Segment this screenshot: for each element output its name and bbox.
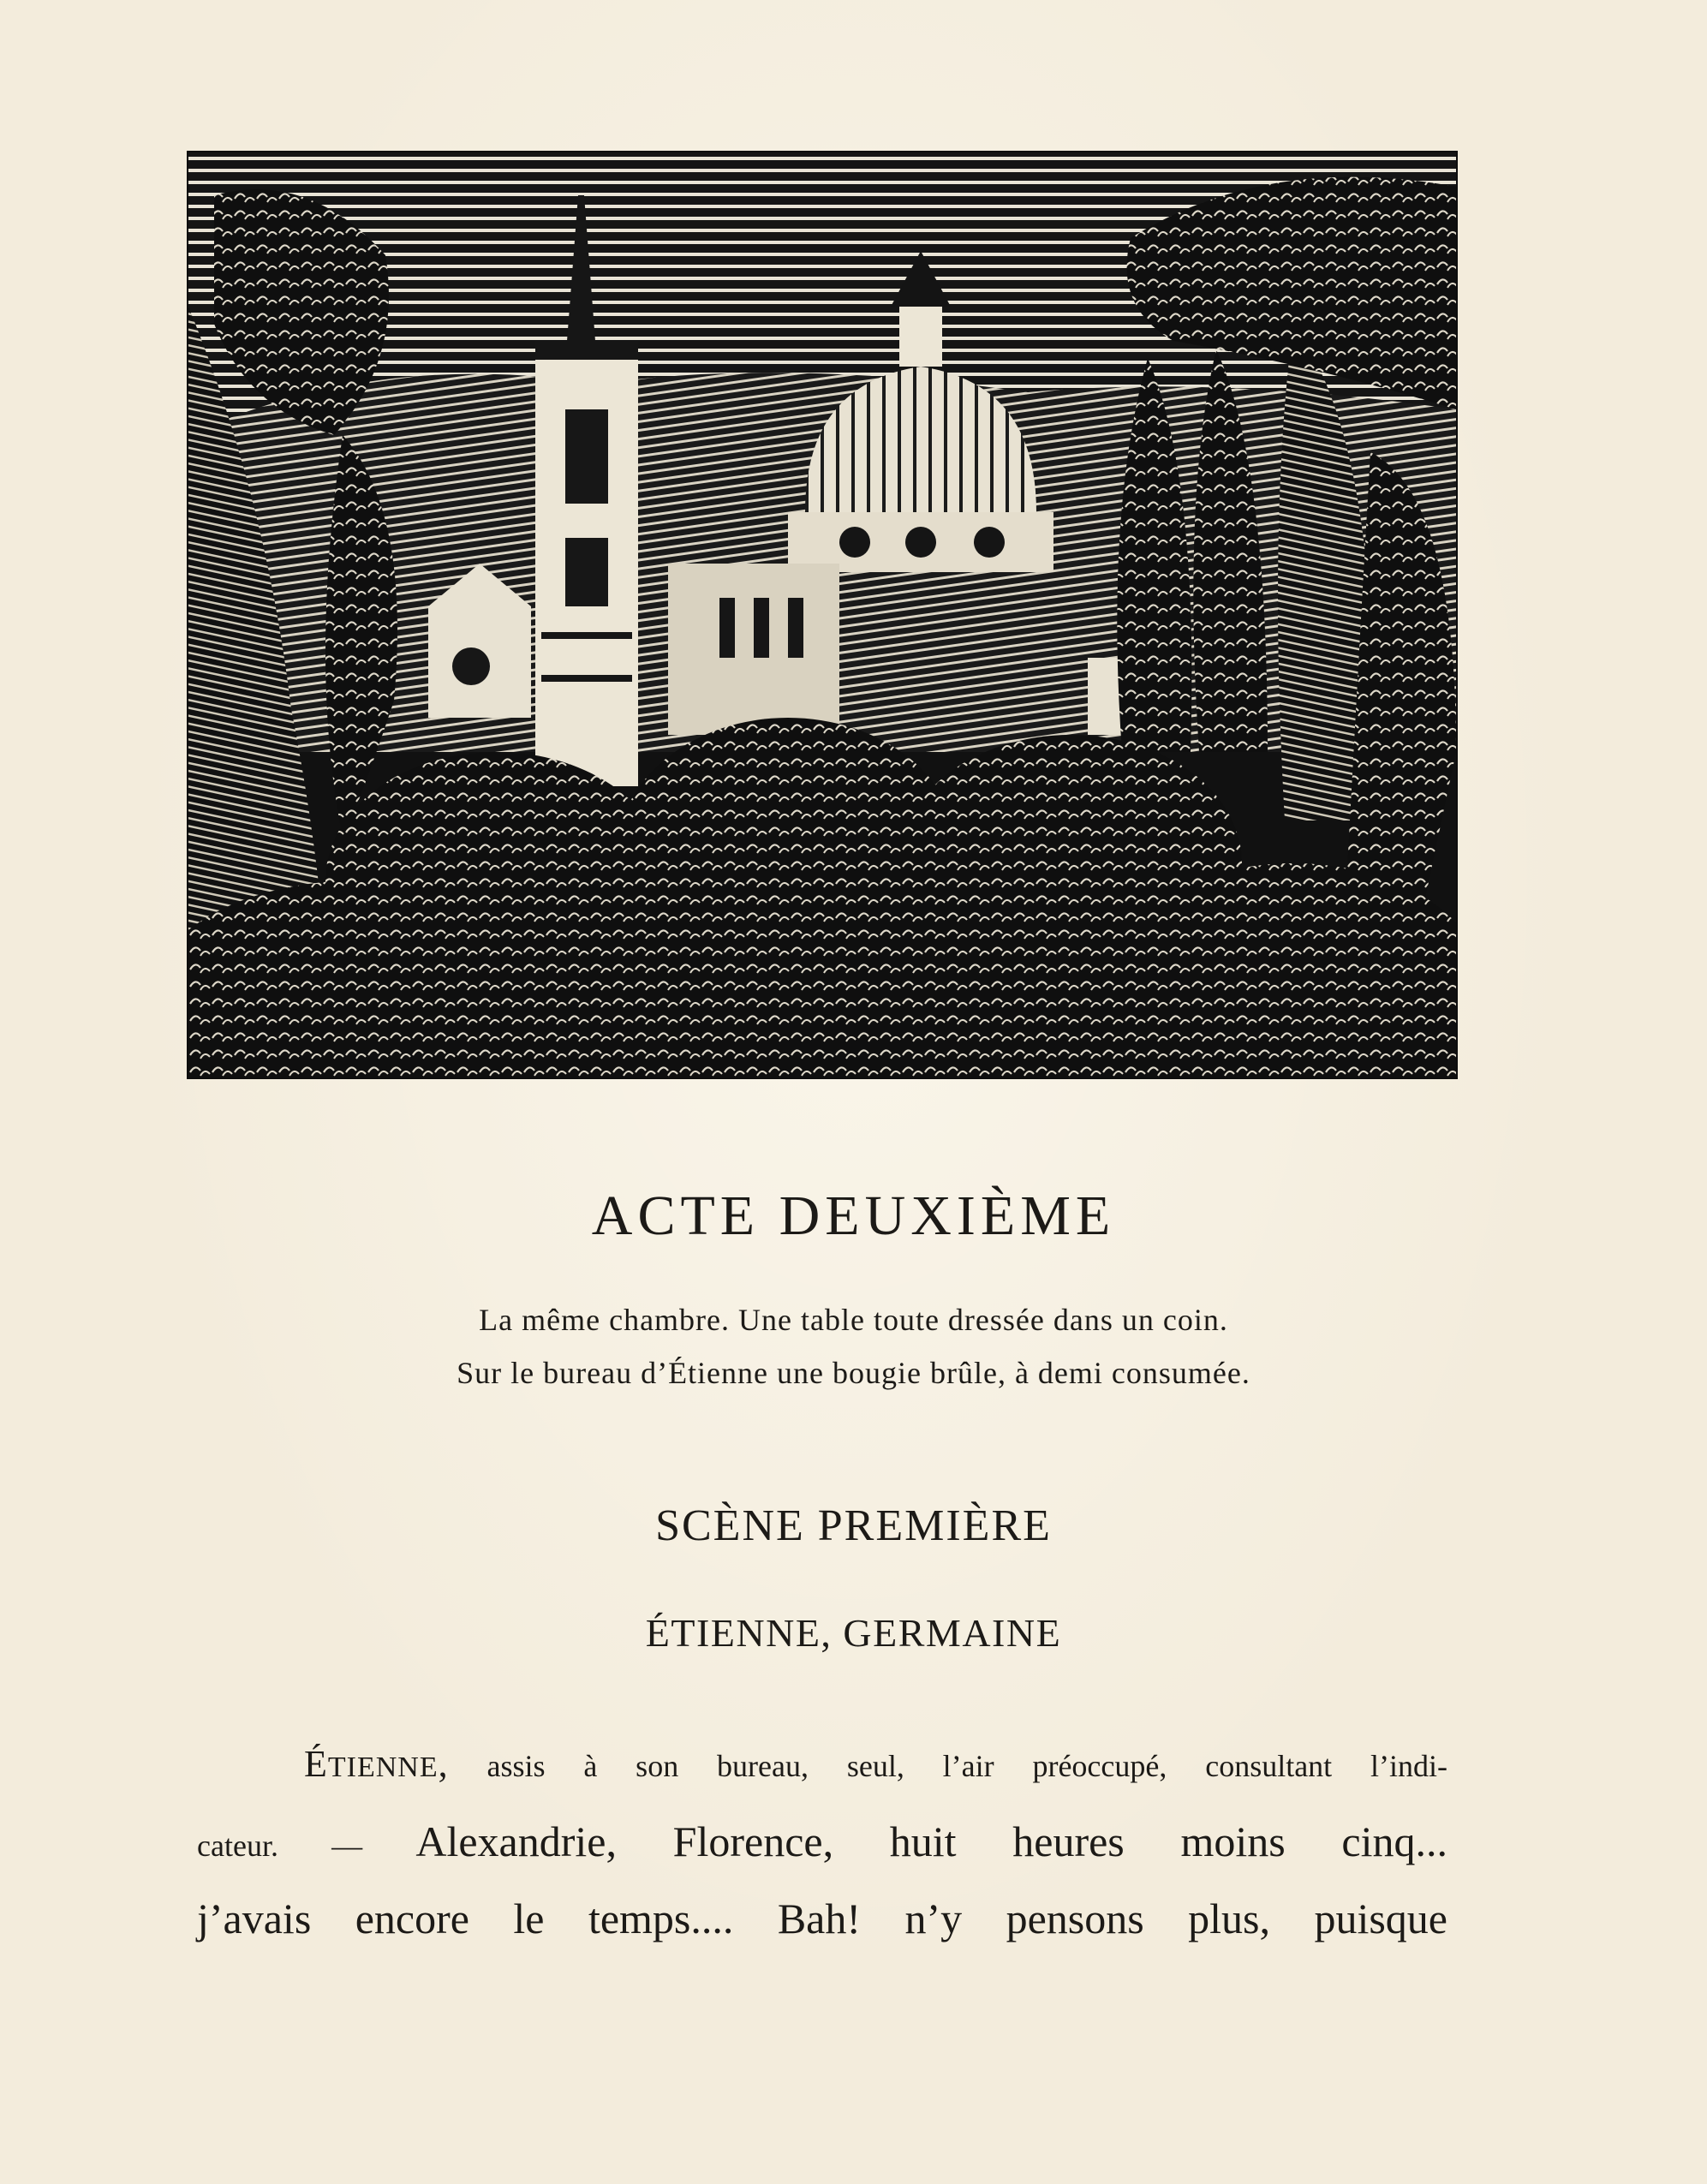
stage-direction-line-2: Sur le bureau d’Étienne une bougie brûle, à demi consumée.	[457, 1356, 1250, 1390]
dialogue-line-2	[197, 1803, 1447, 1880]
scene-title: SCÈNE PREMIÈRE	[655, 1501, 1052, 1550]
dialogue-line-1	[304, 1726, 1447, 1803]
stage-direction-inline-2: cateur. —	[197, 1829, 363, 1863]
stage-direction-inline-1: assis à son bureau, seul, l’air préoccupé, consultant l’indi-	[486, 1749, 1448, 1783]
speaker-name	[304, 1743, 449, 1785]
woodcut-svg	[188, 152, 1456, 1077]
scene-characters: ÉTIENNE, GERMAINE	[645, 1611, 1062, 1655]
dialogue-block	[197, 1726, 1447, 1957]
speaker-initial: É	[304, 1743, 328, 1785]
speaker-rest: TIENNE	[327, 1751, 439, 1783]
speaker-comma: ,	[438, 1743, 449, 1785]
stage-direction	[0, 1293, 1707, 1399]
speech-text-1: Alexandrie, Florence, huit heures moins cinq...	[415, 1817, 1447, 1865]
stage-direction-line-1: La même chambre. Une table toute dressée dans un coin.	[479, 1303, 1228, 1337]
act-title: ACTE DEUXIÈME	[591, 1184, 1116, 1247]
florence-duomo-woodcut-illustration	[188, 152, 1456, 1077]
speech-text-2: j’avais encore le temps.... Bah! n’y pensons plus, puisque	[197, 1895, 1447, 1942]
